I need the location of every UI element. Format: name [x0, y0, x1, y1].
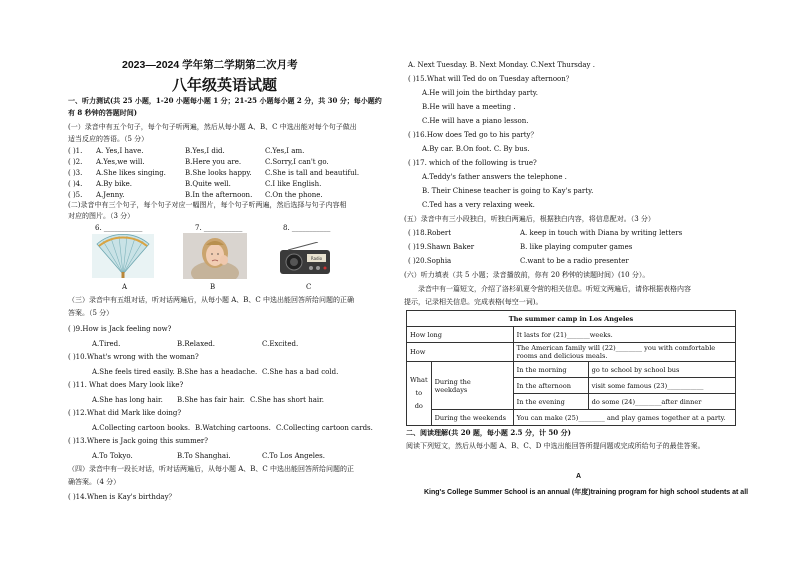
table-label-morning: In the morning: [513, 362, 588, 378]
table-label-weekdays-line1: During the: [434, 377, 471, 386]
option-c: C.Excited.: [262, 340, 299, 348]
option-a: A.She has long hair.: [92, 396, 163, 404]
question-9[interactable]: ( )9.How is Jack feeling now?: [68, 325, 172, 333]
part6-description-cont: 提示，记录相关信息。完成表格(每空一词)。: [404, 298, 543, 306]
part3-instruction: （三）录音中有五组对话，听对话两遍后，从每小题 A、B、C 中选出能回答所给问题的正确: [68, 296, 355, 304]
section2-instruction: 阅读下列短文，然后从每小题 A、B、C、D 中选出能回答所提问题或完成所给句子的最佳答案。: [406, 442, 705, 450]
radio-picture: [280, 242, 330, 276]
option-c: C.He will have a piano lesson.: [422, 117, 529, 125]
match-option-c: C.want to be a radio presenter: [520, 257, 629, 265]
question-number[interactable]: ( )4.: [68, 180, 83, 188]
option-b: B. Their Chinese teacher is going to Kay's party.: [422, 187, 594, 195]
table-label-what: What: [410, 376, 428, 384]
option-a: A.Yes,we will.: [96, 158, 145, 166]
question-17[interactable]: ( )17. which of the following is true?: [408, 159, 537, 167]
question-number[interactable]: ( )3.: [68, 169, 83, 177]
option-a: A.To Tokyo.: [92, 452, 133, 460]
question-15[interactable]: ( )15.What will Ted do on Tuesday afternoon？: [408, 75, 573, 83]
table-cell-how-line2: rooms and delicious meals.: [516, 352, 608, 360]
table-label-afternoon: In the afternoon: [513, 378, 588, 394]
table-cell-afternoon[interactable]: visit some famous (23)___________: [588, 378, 735, 394]
option-c: C.On the phone.: [265, 191, 323, 199]
table-label-what-to-do: [407, 362, 432, 426]
table-label-weekdays: [431, 362, 513, 410]
option-c: C.She has a bad cold.: [262, 368, 339, 376]
exam-subject: 八年级英语试题: [172, 77, 278, 94]
table-cell-evening[interactable]: do some (24)________after dinner: [588, 394, 735, 410]
table-label-evening: In the evening: [513, 394, 588, 410]
table-label-how-long: How long: [407, 327, 514, 343]
option-a: A.Teddy's father answers the telephone .: [422, 173, 567, 181]
part2-instruction: (二)录音中有三个句子，每个句子对应一幅图片，每个句子听两遍，然后选择与句子内容相: [68, 201, 347, 209]
picture-label-b: B: [210, 283, 216, 291]
option-b: B.Here you are.: [185, 158, 242, 166]
option-a: A.Jenny.: [96, 191, 125, 199]
table-label-weekdays-line2: weekdays: [434, 385, 468, 394]
part1-instruction-cont: 适当反应的答语。（5 分）: [68, 135, 149, 143]
option-b: B.Quite well.: [185, 180, 231, 188]
option-c: C.She is tall and beautiful.: [265, 169, 360, 177]
option-c: C.Ted has a very relaxing week.: [422, 201, 535, 209]
question-number[interactable]: ( )2.: [68, 158, 83, 166]
part4-instruction-cont: 确答案。（4 分）: [68, 478, 121, 486]
option-b: B.In the afternoon.: [185, 191, 253, 199]
option-c: C.Collecting cartoon cards.: [276, 424, 373, 432]
question-18[interactable]: ( )18.Robert: [408, 229, 452, 237]
fan-picture: [92, 234, 154, 278]
question-number[interactable]: ( )1.: [68, 147, 83, 155]
option-c: C.Sorry,I can't go.: [265, 158, 329, 166]
option-c: C.Yes,I am.: [265, 147, 305, 155]
picture-label-a: A: [122, 283, 128, 291]
option-c: C.She has short hair.: [250, 396, 324, 404]
girl-toothache-picture: [183, 233, 247, 279]
question-number[interactable]: ( )5.: [68, 191, 83, 199]
section2-heading: 二、阅读理解(共 20 题，每小题 2.5 分，计 50 分): [406, 428, 571, 437]
part6-instruction: (六）听力填表（共 5 小题；录音播放前，你有 20 秒钟的读题时间）(10 分）。: [404, 271, 650, 279]
option-a: A.By bike.: [96, 180, 132, 188]
question-12[interactable]: ( )12.What did Mark like doing?: [68, 409, 182, 417]
option-a: A.He will join the birthday party.: [422, 89, 539, 97]
table-cell-how-line1: The American family will (22)________ you with comfortable: [516, 344, 716, 352]
option-b: B.She has a headache.: [177, 368, 258, 376]
radio-display-text: Radio: [310, 256, 323, 261]
table-cell-weekends[interactable]: You can make (25)________ and play games together at a party.: [513, 410, 735, 426]
question-16[interactable]: ( )16.How does Ted go to his party？: [408, 131, 538, 139]
option-b: B.She looks happy.: [185, 169, 252, 177]
table-title: The summer camp in Los Angeles: [407, 311, 736, 327]
passage-label: A: [576, 473, 582, 480]
part3-instruction-cont: 答案。（5 分）: [68, 309, 114, 317]
blank-6[interactable]: 6. ___________: [95, 224, 143, 232]
summer-camp-table: [406, 310, 736, 426]
part2-instruction-cont: 对应的图片。（3 分）: [68, 212, 135, 220]
part6-description: 录音中有一篇短文，介绍了洛杉矶夏令营的相关信息。听短文两遍后，请你根据表格内容: [418, 285, 691, 293]
option-b: B.He will have a meeting .: [422, 103, 516, 111]
table-label-do: do: [414, 402, 423, 410]
table-cell-how[interactable]: [513, 343, 735, 362]
option-b: B.Yes,I did.: [185, 147, 225, 155]
part4-instruction: （四）录音中有一段长对话，听对话两遍后，从每小题 A、B、C 中选出能回答所给问题的正: [68, 465, 355, 473]
part5-instruction: (五）录音中有三小段独白，听独白两遍后，根据独白内容，将信息配对。（3 分）: [404, 215, 655, 223]
option-c: C.I like English.: [265, 180, 322, 188]
match-option-b: B. like playing computer games: [520, 243, 633, 251]
question-19[interactable]: ( )19.Shawn Baker: [408, 243, 475, 251]
option-b: B.Relaxed.: [177, 340, 215, 348]
option-a: A.Tired.: [92, 340, 121, 348]
blank-8[interactable]: 8. ___________: [283, 224, 331, 232]
match-option-a: A. keep in touch with Diana by writing letters: [520, 229, 683, 237]
option-b: B.Watching cartoons.: [195, 424, 271, 432]
question-10[interactable]: ( )10.What's wrong with the woman?: [68, 353, 199, 361]
option-a: A.Collecting cartoon books.: [92, 424, 191, 432]
option-a: A.She feels tired easily.: [92, 368, 175, 376]
option-a: A. Yes,I have.: [96, 147, 144, 155]
picture-label-c: C: [306, 283, 312, 291]
option-c: C.To Los Angeles.: [262, 452, 325, 460]
table-cell-how-long[interactable]: It lasts for (21)_______weeks.: [513, 327, 735, 343]
table-label-weekends: During the weekends: [431, 410, 513, 426]
table-label-how: How: [407, 343, 514, 362]
section1-heading-cont: 有 8 秒钟的答题时间): [68, 108, 138, 117]
exam-title: 2023—2024 学年第二学期第二次月考: [122, 59, 298, 71]
option-b: B.To Shanghai.: [177, 452, 231, 460]
section1-heading: 一、听力测试(共 25 小题，1-20 小题每小题 1 分；21-25 小题每小题 2 分，共 30 分；每小题约: [68, 96, 382, 105]
option-a: A.She likes singing.: [96, 169, 166, 177]
passage-first-line: King's College Summer School is an annual (年度)training program for high school students at all: [424, 489, 749, 496]
part1-instruction: (一）录音中有五个句子，每个句子听两遍，然后从每小题 A、B、C 中选出能对每个句子做出: [68, 123, 357, 131]
question-16-options: A.By car. B.On foot. C. By bus.: [422, 145, 530, 153]
option-b: B.She has fair hair.: [177, 396, 245, 404]
table-cell-morning: go to school by school bus: [588, 362, 735, 378]
question-14-options: A. Next Tuesday. B. Next Monday. C.Next Thursday .: [408, 61, 595, 69]
question-11[interactable]: ( )11. What does Mary look like?: [68, 381, 184, 389]
blank-7[interactable]: 7. ___________: [195, 224, 243, 232]
question-20[interactable]: ( )20.Sophia: [408, 257, 452, 265]
question-13[interactable]: ( )13.Where is Jack going this summer?: [68, 437, 208, 445]
table-label-to: to: [415, 389, 423, 397]
question-14[interactable]: ( )14.When is Kay's birthday？: [68, 493, 176, 501]
